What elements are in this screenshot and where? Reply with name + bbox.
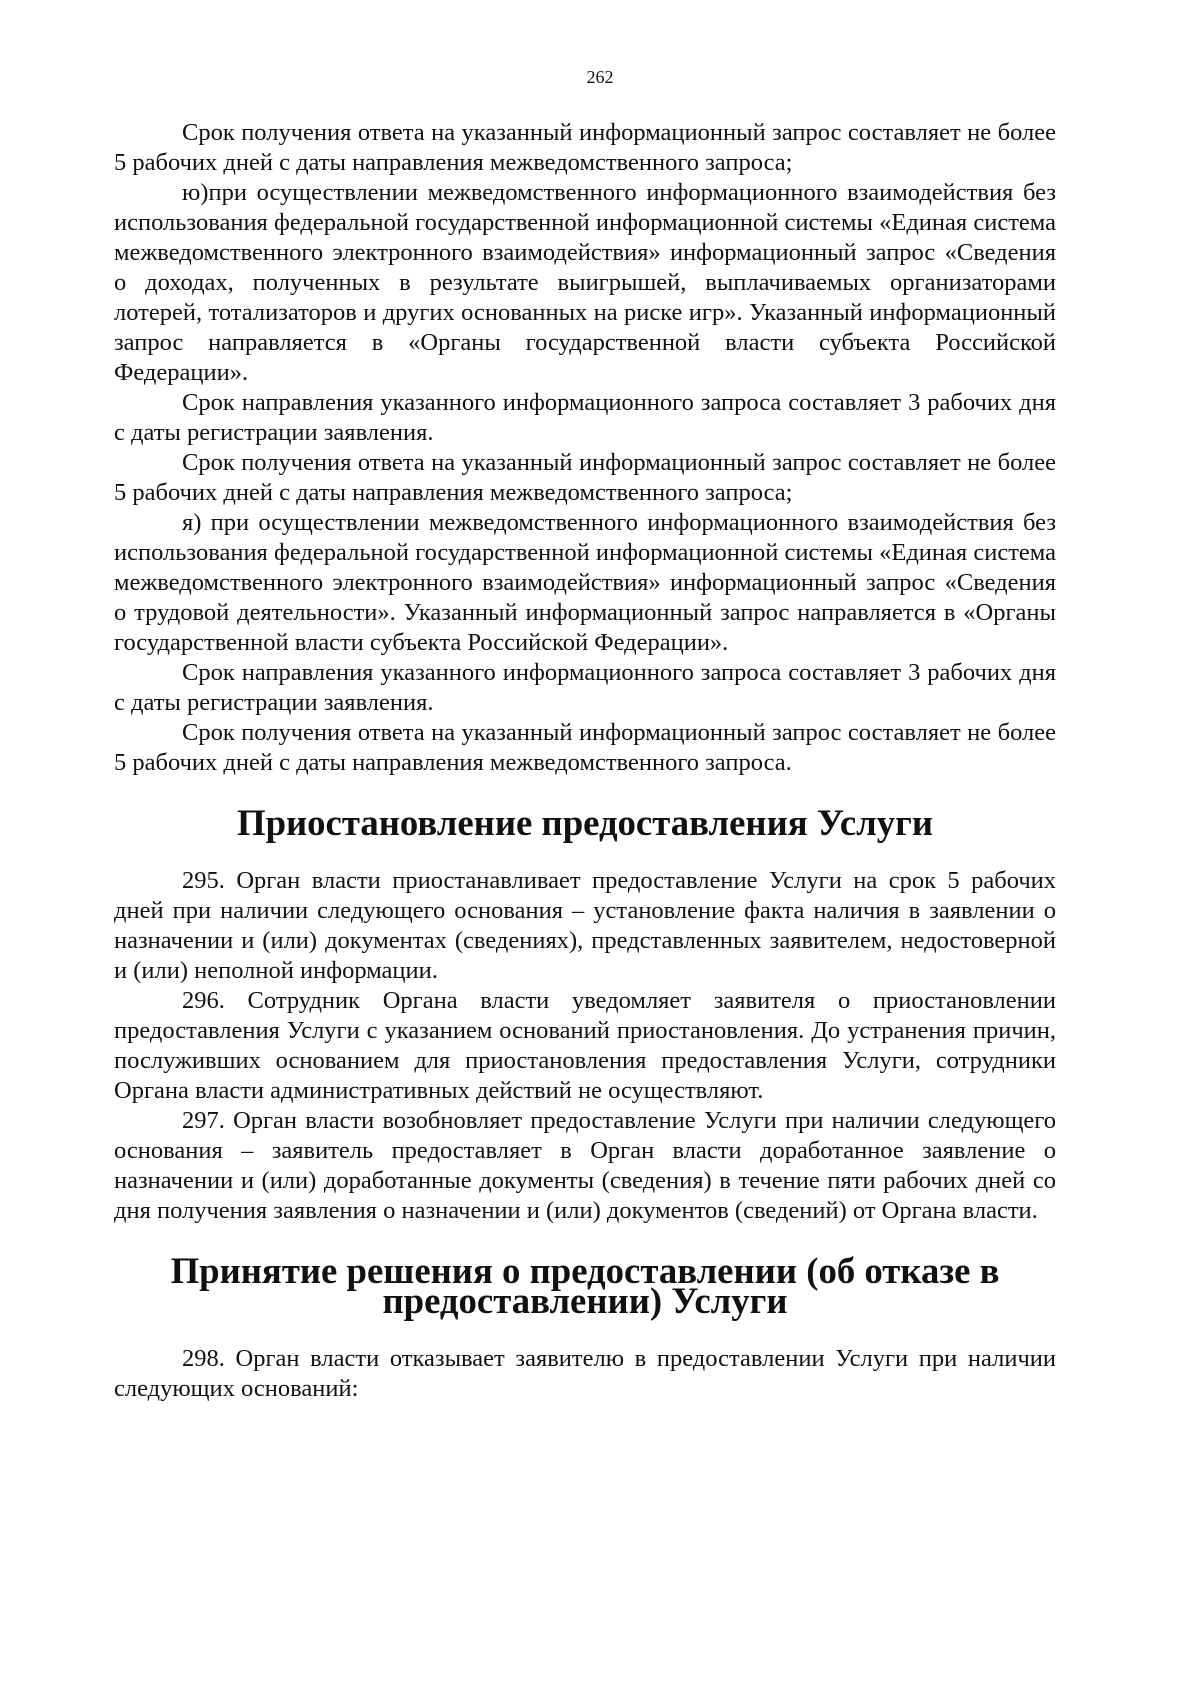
paragraph: я) при осуществлении межведомственного информационного взаимодействия без использования федеральной государственной информационной системы «Единая система межведомственного электронного взаимодействия» информационный запрос «Сведения о трудовой деятельности». Указанный информационный запрос направляется в «Органы государственной власти субъекта Российской Федерации». — [114, 509, 1056, 656]
paragraph: Срок направления указанного информационного запроса составляет 3 рабочих дня с даты регистрации заявления. — [114, 389, 1056, 446]
paragraph: ю)при осуществлении межведомственного информационного взаимодействия без использования федеральной государственной информационной системы «Единая система межведомственного электронного взаимодействия» информационный запрос «Сведения о доходах, полученных в результате выигрышей, выплачиваемых организаторами лотерей, тотализаторов и других основанных на риске игр». Указанный информационный запрос направляется в «Органы государственной власти субъекта Российской Федерации». — [114, 179, 1056, 386]
paragraph: 296. Сотрудник Органа власти уведомляет заявителя о приостановлении предоставления Услуги с указанием оснований приостановления. До устранения причин, послуживших основанием для приостановления предоставления Услуги, сотрудники Органа власти административных действий не осуществляют. — [114, 987, 1056, 1104]
paragraph: Срок направления указанного информационного запроса составляет 3 рабочих дня с даты регистрации заявления. — [114, 659, 1056, 716]
paragraph: Срок получения ответа на указанный информационный запрос составляет не более 5 рабочих дней с даты направления межведомственного запроса; — [114, 119, 1056, 176]
paragraph: Срок получения ответа на указанный информационный запрос составляет не более 5 рабочих дней с даты направления межведомственного запроса. — [114, 719, 1056, 776]
paragraph: 298. Орган власти отказывает заявителю в предоставлении Услуги при наличии следующих оснований: — [114, 1345, 1056, 1402]
paragraph: 297. Орган власти возобновляет предоставление Услуги при наличии следующего основания – заявитель предоставляет в Орган власти доработанное заявление о назначении и (или) доработанные документы (сведения) в течение пяти рабочих дней со дня получения заявления о назначении и (или) документов (сведений) от Органа власти. — [114, 1107, 1056, 1224]
section-heading: Приостановление предоставления Услуги — [236, 802, 933, 843]
section-heading: Принятие решения о предоставлении (об отказе в предоставлении) Услуги — [170, 1250, 1000, 1321]
paragraph: 295. Орган власти приостанавливает предоставление Услуги на срок 5 рабочих дней при наличии следующего основания – установление факта наличия в заявлении о назначении и (или) документах (сведениях), представленных заявителем, недостоверной и (или) неполной информации. — [114, 867, 1056, 984]
document-body — [114, 118, 1056, 1404]
paragraph: Срок получения ответа на указанный информационный запрос составляет не более 5 рабочих дней с даты направления межведомственного запроса; — [114, 449, 1056, 506]
page-number: 262 — [586, 67, 614, 87]
